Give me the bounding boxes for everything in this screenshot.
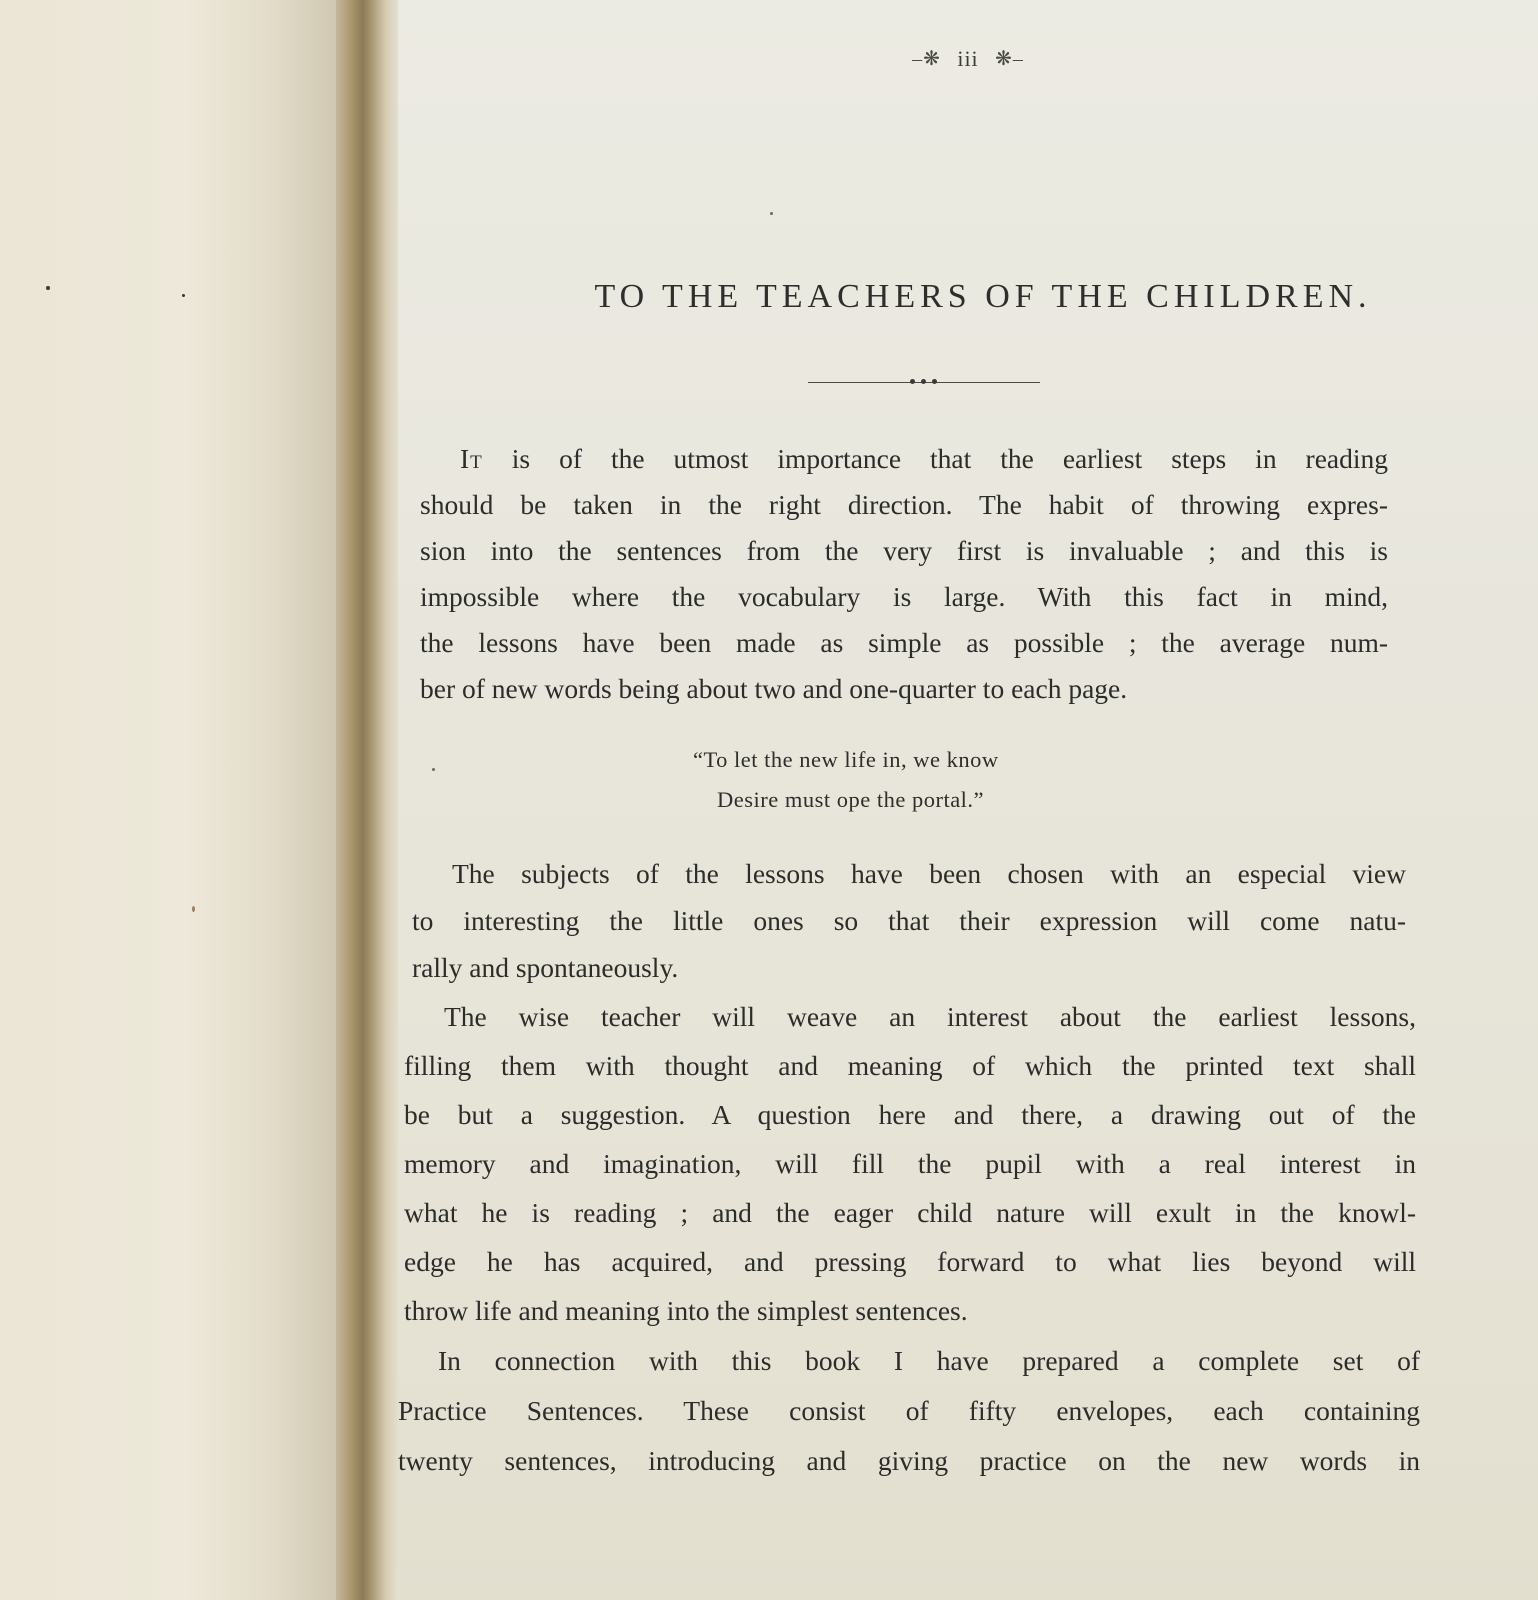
paragraph-intro — [420, 436, 1388, 712]
paragraph-line: In connection with this book I have prepared a complete set of — [438, 1345, 1420, 1376]
divider-dots-icon — [904, 379, 944, 385]
quotation-line: “To let the new life in, we know — [693, 747, 999, 772]
page-folio — [398, 44, 1538, 72]
page-speck — [192, 906, 195, 912]
paragraph-line: edge he has acquired, and pressing forward to what lies beyond will — [404, 1246, 1416, 1277]
paragraph-line: the lessons have been made as simple as possible ; the average num- — [420, 627, 1388, 658]
paragraph-line: The wise teacher will weave an interest about the earliest lessons, — [444, 1001, 1416, 1032]
left-page — [0, 0, 340, 1600]
page-speck — [46, 286, 50, 290]
page-fleck — [770, 212, 773, 215]
paragraph-practice-sentences — [398, 1336, 1420, 1486]
right-page — [398, 0, 1538, 1600]
page-speck — [182, 294, 185, 297]
book-spine — [336, 0, 400, 1600]
paragraph-line: The subjects of the lessons have been chosen with an especial view — [452, 858, 1406, 889]
quotation — [693, 740, 1153, 820]
quotation-line: Desire must ope the portal.” — [717, 787, 985, 812]
paragraph-line: throw life and meaning into the simplest sentences. — [404, 1295, 968, 1326]
folio-ornament-left-icon: ‒❋ — [912, 48, 941, 71]
paragraph-line: should be taken in the right direction. The habit of throwing expres- — [420, 489, 1388, 520]
paragraph-line: sion into the sentences from the very first is invaluable ; and this is — [420, 535, 1388, 566]
folio-ornament-right-icon: ❋‒ — [995, 48, 1024, 71]
paragraph-line: It is of the utmost importance that the earliest steps in reading — [460, 443, 1389, 474]
paragraph-line: to interesting the little ones so that their expression will come natu- — [412, 905, 1406, 936]
paragraph-line: Practice Sentences. These consist of fifty envelopes, each containing — [398, 1395, 1420, 1426]
page-fleck — [432, 768, 435, 771]
lead-word: It — [460, 443, 483, 474]
paragraph-line: impossible where the vocabulary is large. With this fact in mind, — [420, 581, 1388, 612]
paragraph-line: ber of new words being about two and one-quarter to each page. — [420, 673, 1128, 704]
page-title: TO THE TEACHERS OF THE CHILDREN. — [594, 278, 1372, 315]
paragraph-line: memory and imagination, will fill the pupil with a real interest in — [404, 1148, 1416, 1179]
paragraph-subjects — [412, 850, 1406, 991]
paragraph-line: rally and spontaneously. — [412, 952, 679, 983]
paragraph-wise-teacher — [404, 992, 1416, 1335]
paragraph-line: twenty sentences, introducing and giving practice on the new words in — [398, 1445, 1420, 1476]
paragraph-line: be but a suggestion. A question here and there, a drawing out of the — [404, 1099, 1416, 1130]
page-number: iii — [957, 45, 979, 71]
paragraph-line: filling them with thought and meaning of which the printed text shall — [404, 1050, 1416, 1081]
paragraph-line: what he is reading ; and the eager child nature will exult in the knowl- — [404, 1197, 1416, 1228]
title-divider — [808, 382, 1040, 383]
